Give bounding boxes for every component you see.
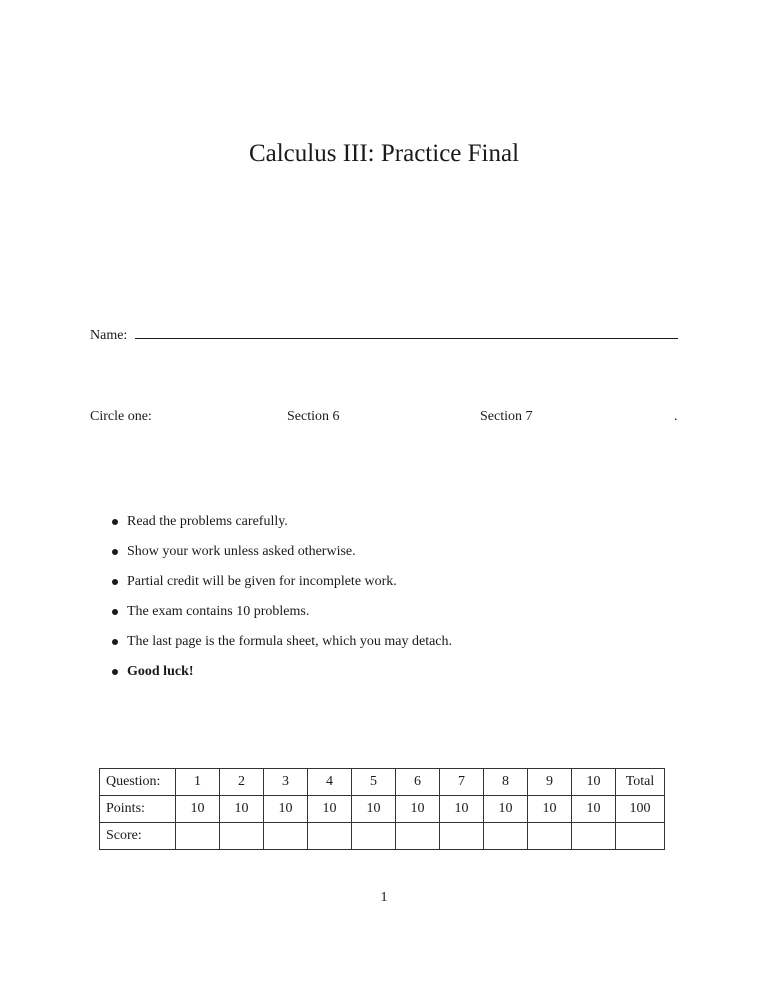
section-choice <box>0 409 768 429</box>
question-number: 7 <box>440 769 484 796</box>
total-points-cell: 100 <box>616 796 665 823</box>
points-cell: 10 <box>352 796 396 823</box>
question-number: 2 <box>220 769 264 796</box>
question-number: 4 <box>308 769 352 796</box>
score-table <box>99 768 665 850</box>
points-cell: 10 <box>440 796 484 823</box>
page-number: 1 <box>380 890 388 905</box>
question-number: 1 <box>176 769 220 796</box>
question-number: 8 <box>484 769 528 796</box>
question-number: 5 <box>352 769 396 796</box>
instruction-item: The exam contains 10 problems. <box>110 602 452 632</box>
points-cell: 10 <box>572 796 616 823</box>
points-cell: 10 <box>528 796 572 823</box>
points-cell: 10 <box>176 796 220 823</box>
section-6-option[interactable]: Section 6 <box>287 409 340 424</box>
name-label: Name: <box>90 328 128 343</box>
points-cell: 10 <box>484 796 528 823</box>
circle-one-label: Circle one: <box>90 409 152 424</box>
score-cell[interactable] <box>352 823 396 850</box>
score-cell[interactable] <box>528 823 572 850</box>
instruction-item: The last page is the formula sheet, which you may detach. <box>110 632 452 662</box>
trailing-dot: . <box>674 409 678 424</box>
instruction-item-good-luck: Good luck! <box>110 662 452 692</box>
instructions-list <box>110 512 452 692</box>
points-cell: 10 <box>220 796 264 823</box>
instruction-item: Read the problems carefully. <box>110 512 452 542</box>
page-title: Calculus III: Practice Final <box>248 140 520 167</box>
name-field <box>90 324 678 344</box>
points-cell: 10 <box>308 796 352 823</box>
points-cell: 10 <box>264 796 308 823</box>
score-cell[interactable] <box>572 823 616 850</box>
score-cell[interactable] <box>484 823 528 850</box>
points-cell: 10 <box>396 796 440 823</box>
points-row-label: Points: <box>100 796 176 823</box>
score-cell[interactable] <box>264 823 308 850</box>
total-score-cell[interactable] <box>616 823 665 850</box>
question-number: 10 <box>572 769 616 796</box>
instruction-item: Partial credit will be given for incomplete work. <box>110 572 452 602</box>
points-row <box>100 796 665 823</box>
score-cell[interactable] <box>176 823 220 850</box>
score-row <box>100 823 665 850</box>
total-header: Total <box>616 769 665 796</box>
score-row-label: Score: <box>100 823 176 850</box>
score-cell[interactable] <box>308 823 352 850</box>
name-line[interactable] <box>135 328 678 339</box>
question-number: 9 <box>528 769 572 796</box>
score-cell[interactable] <box>220 823 264 850</box>
question-number: 3 <box>264 769 308 796</box>
question-row-label: Question: <box>100 769 176 796</box>
score-cell[interactable] <box>396 823 440 850</box>
instruction-item: Show your work unless asked otherwise. <box>110 542 452 572</box>
score-cell[interactable] <box>440 823 484 850</box>
question-number: 6 <box>396 769 440 796</box>
section-7-option[interactable]: Section 7 <box>480 409 533 424</box>
question-row <box>100 769 665 796</box>
